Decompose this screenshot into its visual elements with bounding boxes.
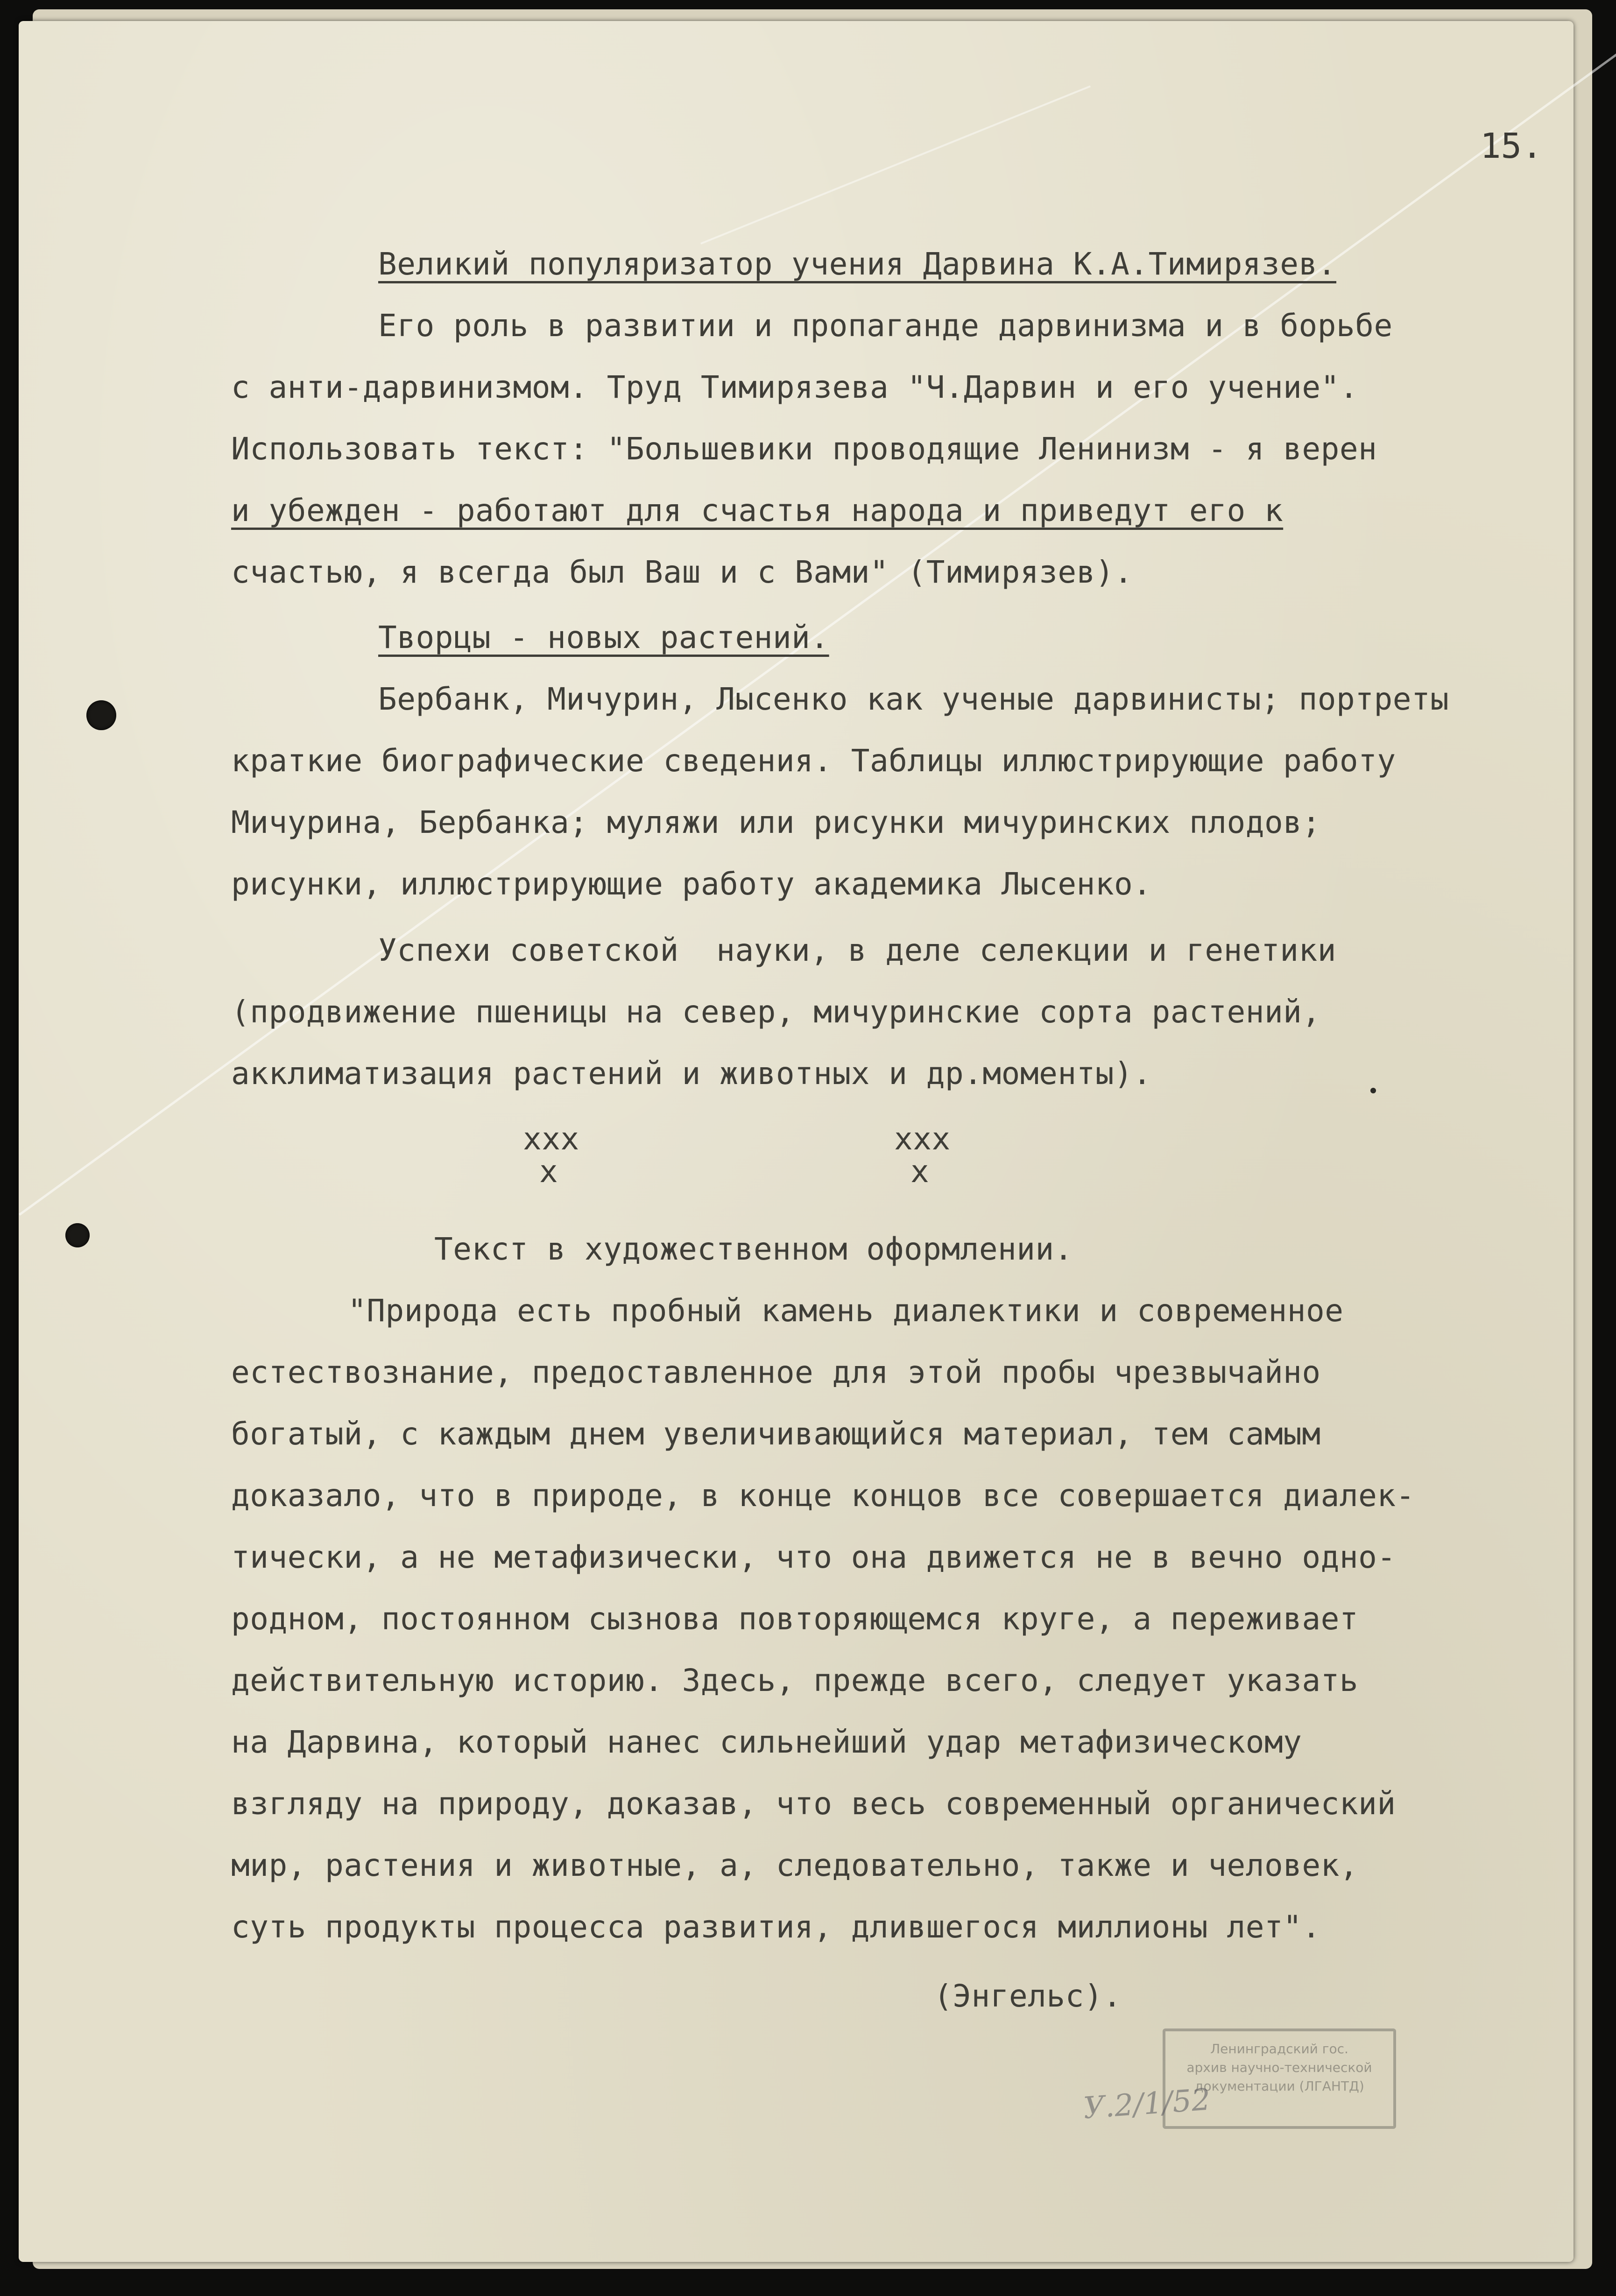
text-line: Успехи советской науки, в деле селекции и генетики bbox=[378, 932, 1337, 968]
text-line: краткие биографические сведения. Таблицы иллюстрирующие работу bbox=[231, 743, 1396, 779]
separator-bottom-right: x bbox=[910, 1154, 930, 1190]
ink-dot bbox=[1370, 1088, 1376, 1093]
quote-line: тически, а не метафизически, что она движется не в вечно одно- bbox=[231, 1539, 1396, 1575]
quote-line: естествознание, предоставленное для этой пробы чрезвычайно bbox=[231, 1354, 1321, 1390]
page-number: 15. bbox=[1480, 126, 1543, 166]
separator-top-right: xxx bbox=[894, 1121, 951, 1157]
quote-line: и убежден - работают для счастья народа и приведут его к bbox=[231, 493, 1284, 528]
pencil-annotation: У.2/1/52 bbox=[1082, 2082, 1212, 2126]
heading-timiryazev: Великий популяризатор учения Дарвина К.А.Тимирязев. bbox=[378, 246, 1337, 282]
quote-line: действительную историю. Здесь, прежде всего, следует указать bbox=[231, 1662, 1359, 1698]
quote-line: богатый, с каждым днем увеличивающийся материал, тем самым bbox=[231, 1416, 1321, 1452]
punch-hole bbox=[86, 700, 116, 730]
text-line: (продвижение пшеницы на север, мичуринские сорта растений, bbox=[231, 994, 1321, 1030]
text-line: Мичурина, Бербанка; муляжи или рисунки мичуринских плодов; bbox=[231, 804, 1321, 840]
heading-creators: Творцы - новых растений. bbox=[378, 620, 829, 655]
punch-hole bbox=[65, 1223, 90, 1247]
text-line: акклиматизация растений и животных и др.моменты). bbox=[231, 1056, 1152, 1092]
separator-top-left: xxx bbox=[523, 1121, 579, 1157]
stamp-line: документации (ЛГАНТД) bbox=[1194, 2078, 1364, 2094]
heading-art-text: Текст в художественном оформлении. bbox=[434, 1231, 1073, 1267]
quote-line: доказало, что в природе, в конце концов все совершается диалек- bbox=[231, 1478, 1415, 1514]
quote-line: родном, постоянном сызнова повторяющемся круге, а переживает bbox=[231, 1601, 1359, 1637]
text-line: рисунки, иллюстрирующие работу академика Лысенко. bbox=[231, 866, 1152, 902]
quote-attribution: (Энгельс). bbox=[934, 1978, 1122, 2014]
text-line: Его роль в развитии и пропаганде дарвинизма и в борьбе bbox=[378, 308, 1393, 344]
text-line: Бербанк, Мичурин, Лысенко как ученые дарвинисты; портреты bbox=[378, 681, 1449, 717]
quote-line: "Природа есть пробный камень диалектики и современное bbox=[348, 1293, 1344, 1329]
quote-line: суть продукты процесса развития, длившегося миллионы лет". bbox=[231, 1909, 1321, 1945]
separator-bottom-left: x bbox=[539, 1154, 558, 1190]
quote-line: счастью, я всегда был Ваш и с Вами" (Тимирязев). bbox=[231, 554, 1133, 590]
stamp-line: архив научно-технической bbox=[1186, 2060, 1372, 2075]
text-line: Использовать текст: "Большевики проводящие Ленинизм - я верен bbox=[231, 431, 1377, 467]
quote-line: мир, растения и животные, а, следовательно, также и человек, bbox=[231, 1847, 1359, 1883]
quote-line: на Дарвина, который нанес сильнейший удар метафизическому bbox=[231, 1724, 1302, 1760]
quote-line: взгляду на природу, доказав, что весь современный органический bbox=[231, 1786, 1396, 1822]
text-line: с анти-дарвинизмом. Труд Тимирязева "Ч.Дарвин и его учение". bbox=[231, 369, 1359, 405]
stamp-line: Ленинградский гос. bbox=[1210, 2041, 1348, 2057]
